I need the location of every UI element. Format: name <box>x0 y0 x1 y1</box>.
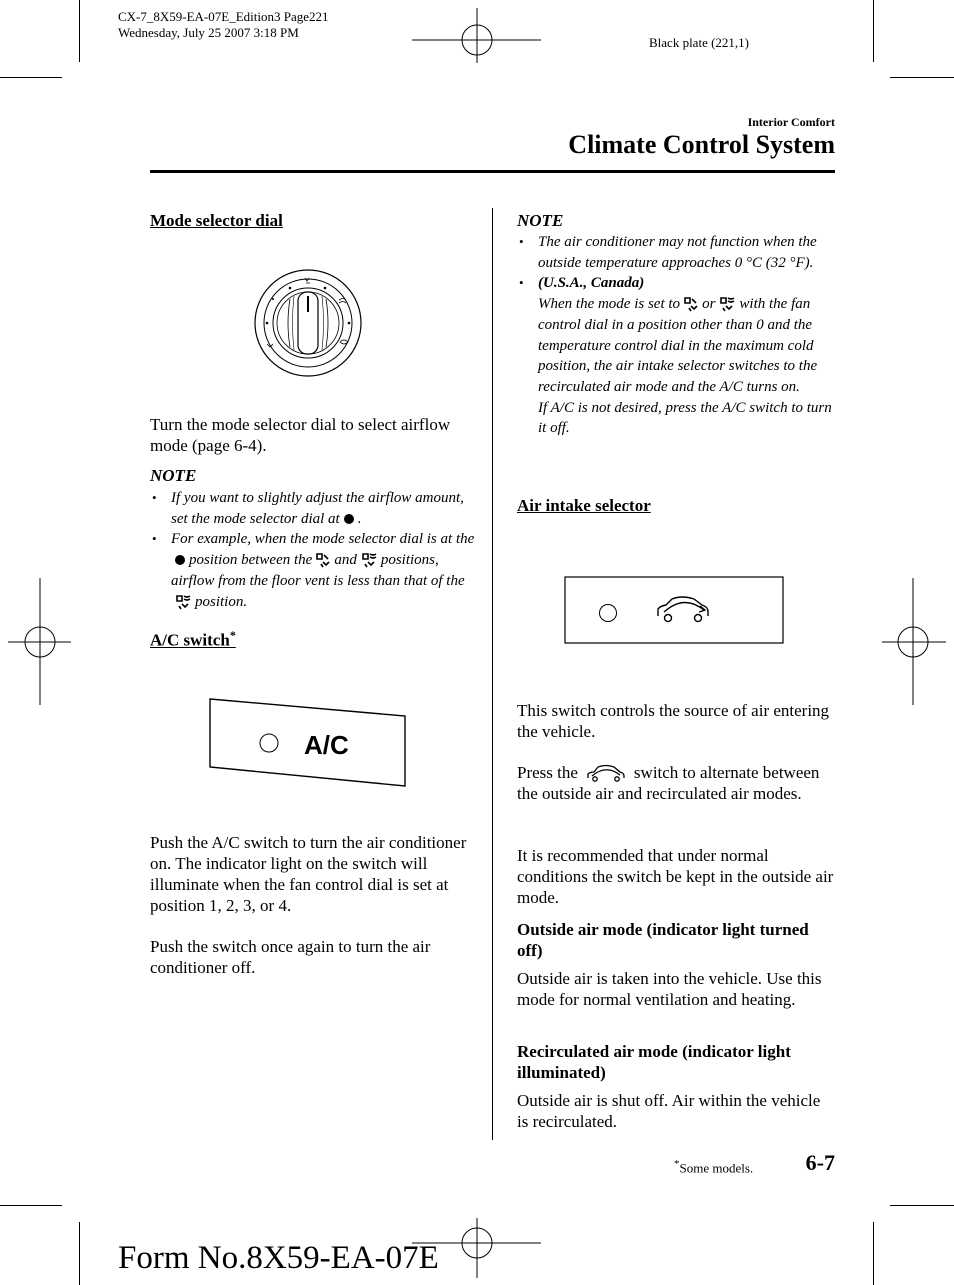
left-note-list <box>150 488 475 612</box>
air-intake-heading: Air intake selector <box>517 496 651 515</box>
left-note2-e: position. <box>195 593 248 610</box>
mode-selector-text: Turn the mode selector dial to select airflow mode (page 6-4). <box>150 415 451 455</box>
outside-air-mode-text: Outside air is taken into the vehicle. Use this mode for normal ventilation and heating. <box>517 969 822 1009</box>
ac-text-2: Push the switch once again to turn the air conditioner off. <box>150 937 431 977</box>
left-note2-a: For example, when the mode selector dial is at the <box>171 531 475 548</box>
left-note2-d: positions, airflow from the floor vent is less than that of the <box>171 552 465 589</box>
left-note-item <box>150 488 475 529</box>
title-rule <box>150 170 835 173</box>
footnote <box>674 1158 753 1176</box>
ac-switch-heading <box>150 628 236 651</box>
floor-defrost-mode-icon <box>174 594 192 610</box>
right-note-item <box>517 232 835 273</box>
mode-dial-figure <box>253 266 363 379</box>
left-note2-c: and <box>334 552 357 569</box>
recirculated-air-mode-heading: Recirculated air mode (indicator light illuminated) <box>517 1042 791 1082</box>
ac-switch-star: * <box>229 628 236 642</box>
section-label: Interior Comfort <box>747 115 835 129</box>
footnote-text: Some models. <box>679 1160 754 1176</box>
intake-text-2b: switch to alternate between the outside air and recirculated air modes. <box>517 763 820 803</box>
ac-label: A/C <box>304 730 349 760</box>
right-note2-d: If A/C is not desired, press the A/C switch to turn it off. <box>538 399 832 437</box>
right-note-list <box>517 232 835 439</box>
mode-selector-heading: Mode selector dial <box>150 211 283 230</box>
recirculate-car-icon <box>586 764 626 782</box>
page-title: Climate Control System <box>568 130 835 159</box>
air-intake-switch-figure <box>564 576 785 645</box>
left-note1-end: . <box>357 510 362 527</box>
print-job-line2: Wednesday, July 25 2007 3:18 PM <box>118 25 299 40</box>
right-note-item <box>517 273 835 439</box>
print-job-info <box>118 9 329 41</box>
right-note2-a: When the mode is set to <box>538 296 681 313</box>
left-note1-text: If you want to slightly adjust the airflow amount, set the mode selector dial at <box>171 490 464 527</box>
floor-mode-icon <box>683 296 699 312</box>
recirculated-air-mode-text: Outside air is shut off. Air within the vehicle is recirculated. <box>517 1091 821 1131</box>
plate-label: Black plate (221,1) <box>649 35 749 50</box>
form-number: Form No.8X59-EA-07E <box>118 1240 439 1276</box>
right-note1-text: The air conditioner may not function when the outside temperature approaches 0 °C (32 °F). <box>538 234 817 271</box>
intake-text-2a: Press the <box>517 763 578 782</box>
ac-switch-heading-text: A/C switch <box>150 630 230 650</box>
left-note-title: NOTE <box>150 466 197 485</box>
intake-text-1: This switch controls the source of air entering the vehicle. <box>517 701 830 741</box>
right-note2-b: or <box>702 296 716 313</box>
right-note2-head: (U.S.A., Canada) <box>538 275 645 292</box>
floor-mode-icon <box>315 552 331 568</box>
print-job-line1: CX-7_8X59-EA-07E_Edition3 Page221 <box>118 9 329 24</box>
footnote-star: * <box>674 1158 680 1170</box>
recirculate-car-icon <box>658 597 708 622</box>
intake-text-2 <box>517 762 835 804</box>
dot-position-icon <box>344 514 354 524</box>
floor-defrost-mode-icon <box>360 552 378 568</box>
dot-position-icon <box>175 555 185 565</box>
floor-defrost-mode-icon <box>718 296 736 312</box>
outside-air-mode-heading: Outside air mode (indicator light turned off) <box>517 920 809 960</box>
left-note-item <box>150 529 475 612</box>
page-number: 6-7 <box>805 1150 835 1175</box>
column-divider <box>492 208 493 1140</box>
ac-switch-figure <box>208 697 408 789</box>
left-note2-b: position between the <box>189 552 313 569</box>
ac-text-1: Push the A/C switch to turn the air conditioner on. The indicator light on the switch will illuminate when the fan control dial is set at position 1, 2, 3, or 4. <box>150 833 467 915</box>
intake-text-3: It is recommended that under normal conditions the switch be kept in the outside air mode. <box>517 846 834 907</box>
right-note2-c: with the fan control dial in a position other than 0 and the temperature control dial in the maximum cold position, the air intake selector switches to the recirculated air mode and the A/C turns on. <box>538 296 818 395</box>
right-note-title: NOTE <box>517 211 564 230</box>
